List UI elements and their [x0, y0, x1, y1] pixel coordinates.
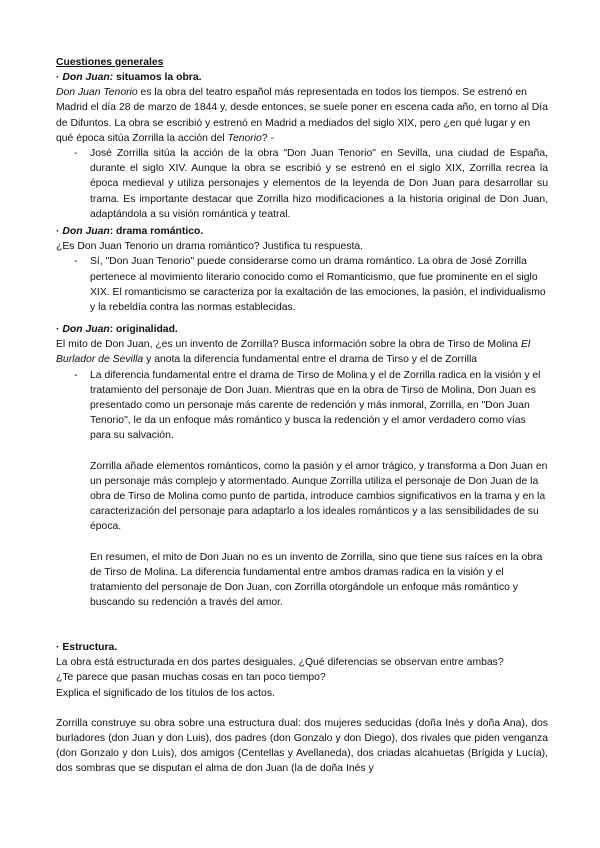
answer-item	[56, 368, 548, 611]
section-title	[56, 70, 548, 85]
bullet: ·	[56, 642, 60, 653]
bullet: ·	[56, 226, 60, 237]
section-title-rest: : originalidad.	[109, 324, 178, 335]
answer-text: Zorrilla construye su obra sobre una estructura dual: dos mujeres seducidas (doña Inés y doña Ana), dos burladores (don Juan y don Luis), dos padres (don Gonzalo y don Diego), dos rivales que piden venganza (don Gonzalo y don Luis), dos amigos (Centellas y Avellaneda), dos criadas alcahuetas (Brígida y Lucía), dos sombras que se disputan el alma de don Juan (la de doña Inés y	[56, 717, 548, 775]
section-title-rest: : drama romántico.	[109, 226, 204, 237]
question-2: ¿Te parece que pasan muchas cosas en tan poco tiempo?	[56, 672, 326, 684]
answer-item	[56, 254, 548, 315]
dash-bullet: -	[74, 369, 78, 381]
answer-text: Sí, "Don Juan Tenorio" puede considerarse como un drama romántico. La obra de José Zorrilla pertenece al movimiento literario conocido como el Romanticismo, que fue prominente en el siglo XIX. El romanticismo se caracteriza por la exaltación de las emociones, la pasión, el individualismo y la rebeldía contra las normas establecidas.	[90, 256, 546, 314]
section-title-italic: Don Juan:	[62, 72, 114, 83]
bullet: ·	[56, 324, 60, 335]
question-text-a: El mito de Don Juan, ¿es un invento de Zorrilla? Busca información sobre la obra de Tirso de Molina	[56, 339, 521, 351]
question-3: Explica el significado de los títulos de los actos.	[56, 687, 275, 699]
section-situamos	[56, 70, 548, 222]
section-estructura	[56, 640, 548, 777]
section-intro	[56, 85, 548, 146]
intro-text-b: ? -	[261, 132, 274, 144]
page-title: Cuestiones generales	[56, 57, 164, 68]
question-italic-title: El Burlador de Sevilla	[56, 339, 531, 366]
section-title-italic: Don Juan	[62, 324, 110, 335]
section-question: ¿Es Don Juan Tenorio un drama romántico? Justifica tu respuesta.	[56, 241, 364, 253]
answer-paragraph-1: La diferencia fundamental entre el drama de Tirso de Molina y el de Zorrilla radica en la visión y el tratamiento del personaje de Don Juan. Mientras que en la obra de Tirso de Molina, Don Juan es presentado como un personaje más carente de redención y más inmoral, Zorrilla, en "Don Juan Tenorio", le da un enfoque más romántico y busca la redención y el amor verdadero como vías para su salvación.	[90, 369, 541, 442]
section-title-rest: situamos la obra.	[113, 72, 202, 83]
section-title-text: Estructura.	[59, 642, 118, 653]
section-originalidad	[56, 322, 548, 610]
answer-item	[56, 146, 548, 222]
section-drama-romantico	[56, 224, 548, 315]
answer-text: José Zorrilla sitúa la acción de la obra "Don Juan Tenorio" en Sevilla, una ciudad de España, durante el siglo XIV. Aunque la obra se escribió y se estrenó en el siglo XIX, Zorrilla recrea la época medieval y utiliza personajes y elementos de la leyenda de Don Juan para desarrollar su trama. Es importante destacar que Zorrilla hizo modificaciones a la historia original de Don Juan, adaptándola a su visión romántica y teatral.	[90, 148, 548, 220]
question-text-b: y anota la diferencia fundamental entre el drama de Tirso y el de Zorrilla	[143, 354, 478, 366]
intro-text-a: es la obra del teatro español más representada en todos los tiempos. Se estrenó en Madrid el día 28 de marzo de 1844 y, desde entonces, se suele poner en escena cada año, en torno al Día de Difuntos. La obra se escribió y estrenó en Madrid a mediados del siglo XIX, pero ¿en qué lugar y en qué época sitúa Zorrilla la acción del	[56, 87, 548, 144]
heading-block	[56, 55, 548, 70]
dash-bullet: -	[74, 148, 78, 160]
section-question	[56, 337, 548, 367]
section-title-italic: Don Juan	[62, 226, 110, 237]
bullet: ·	[56, 72, 60, 83]
intro-italic-tenorio: Tenorio	[227, 132, 262, 144]
question-1: La obra está estructurada en dos partes desiguales. ¿Qué diferencias se observan entre ambas?	[56, 657, 504, 669]
section-title	[56, 322, 548, 337]
section-title	[56, 640, 548, 655]
section-title	[56, 224, 548, 239]
intro-italic-title: Don Juan Tenorio	[56, 87, 138, 99]
dash-bullet: -	[74, 256, 78, 268]
answer-paragraph-2: Zorrilla añade elementos románticos, como la pasión y el amor trágico, y transforma a Don Juan en un personaje más complejo y atormentado. Aunque Zorrilla utiliza el personaje de Don Juan de la obra de Tirso de Molina como punto de partida, introduce cambios significativos en la trama y en la caracterización del personaje para adaptarlo a los ideales románticos y a las sensibilidades de su época.	[90, 460, 548, 533]
answer-paragraph-3: En resumen, el mito de Don Juan no es un invento de Zorrilla, sino que tiene sus raíces en la obra de Tirso de Molina. La diferencia fundamental entre ambos dramas radica en la visión y el tratamiento del personaje de Don Juan, con Zorrilla otorgándole un enfoque más romántico y buscando su redención a través del amor.	[90, 551, 543, 609]
